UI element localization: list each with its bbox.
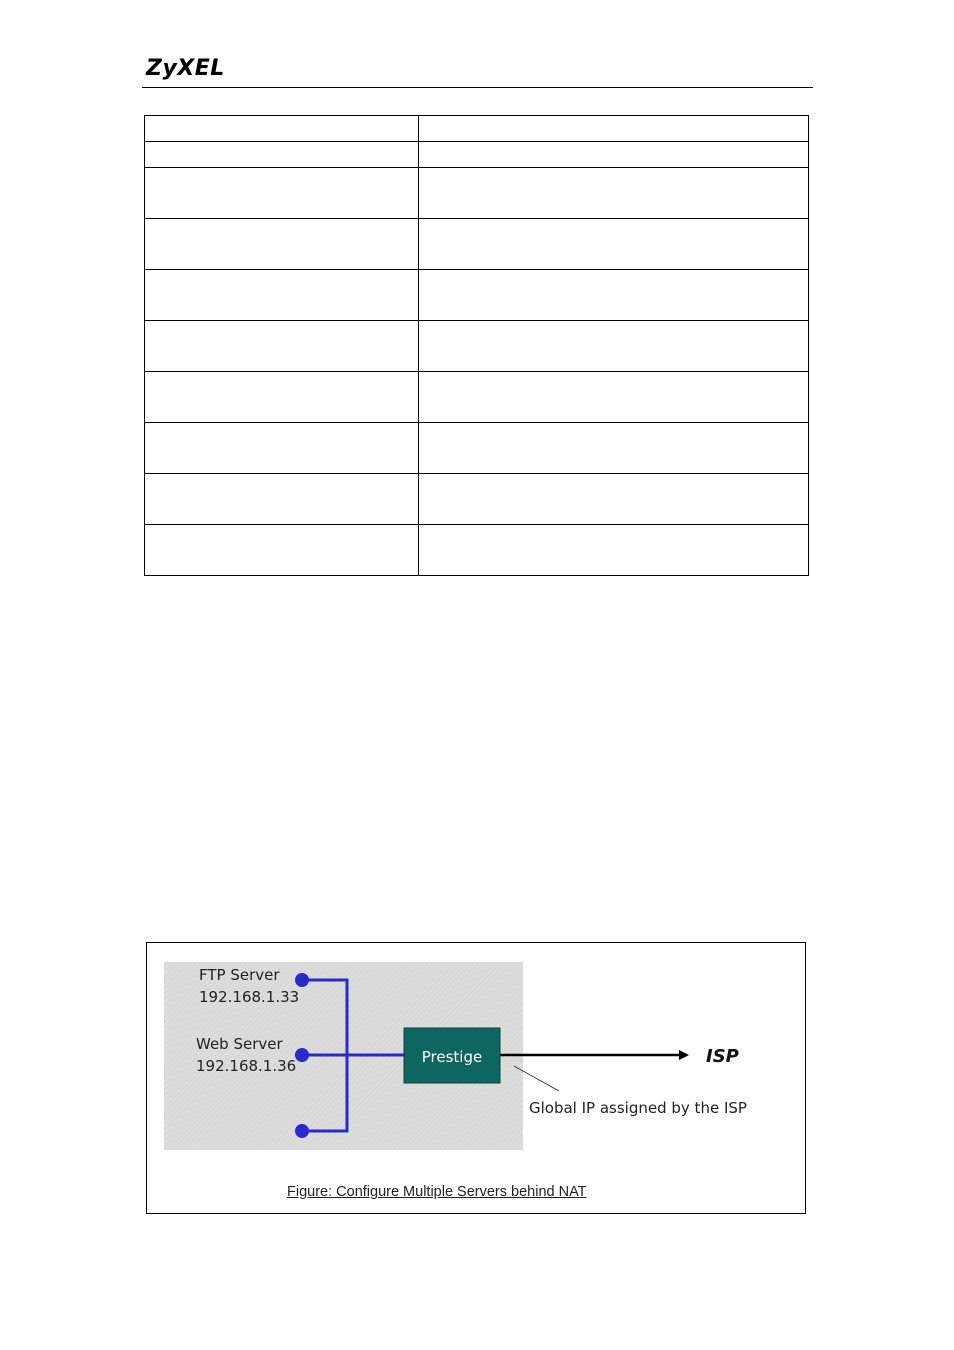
ftp-server-node bbox=[295, 973, 309, 987]
table-cell bbox=[419, 372, 809, 423]
table-cell bbox=[145, 270, 419, 321]
ftp-server-name: FTP Server bbox=[199, 966, 280, 984]
table-cell bbox=[145, 474, 419, 525]
figure-caption: Figure: Configure Multiple Servers behind NAT bbox=[287, 1184, 587, 1200]
global-ip-annotation: Global IP assigned by the ISP bbox=[529, 1099, 747, 1117]
blank-table bbox=[144, 115, 809, 576]
table-cell bbox=[419, 423, 809, 474]
table-row bbox=[145, 168, 809, 219]
table-row bbox=[145, 525, 809, 576]
zyxel-logo: ZyXEL bbox=[146, 56, 225, 81]
table-cell bbox=[419, 321, 809, 372]
table-row bbox=[145, 270, 809, 321]
table-cell bbox=[145, 168, 419, 219]
host-node bbox=[295, 1124, 309, 1138]
table-cell bbox=[145, 372, 419, 423]
network-diagram bbox=[147, 943, 805, 1213]
header-rule bbox=[142, 87, 813, 88]
table-cell bbox=[145, 116, 419, 142]
table-cell bbox=[145, 423, 419, 474]
web-server-node bbox=[295, 1048, 309, 1062]
table-row bbox=[145, 423, 809, 474]
ftp-server-ip: 192.168.1.33 bbox=[199, 988, 300, 1006]
table-row bbox=[145, 372, 809, 423]
table-cell bbox=[419, 474, 809, 525]
table-row bbox=[145, 219, 809, 270]
table-cell bbox=[419, 525, 809, 576]
web-server-ip: 192.168.1.36 bbox=[196, 1057, 297, 1075]
table-row bbox=[145, 474, 809, 525]
table-cell bbox=[419, 219, 809, 270]
table-cell bbox=[145, 321, 419, 372]
table-cell bbox=[145, 219, 419, 270]
prestige-label: Prestige bbox=[421, 1048, 483, 1066]
network-figure bbox=[146, 942, 806, 1214]
table-cell bbox=[419, 142, 809, 168]
table-cell bbox=[419, 270, 809, 321]
table-cell bbox=[145, 525, 419, 576]
table-row bbox=[145, 321, 809, 372]
web-server-name: Web Server bbox=[196, 1035, 283, 1053]
isp-label: ISP bbox=[706, 1046, 739, 1067]
table-cell bbox=[419, 116, 809, 142]
table-row bbox=[145, 142, 809, 168]
table-cell bbox=[419, 168, 809, 219]
table-row bbox=[145, 116, 809, 142]
table-cell bbox=[145, 142, 419, 168]
